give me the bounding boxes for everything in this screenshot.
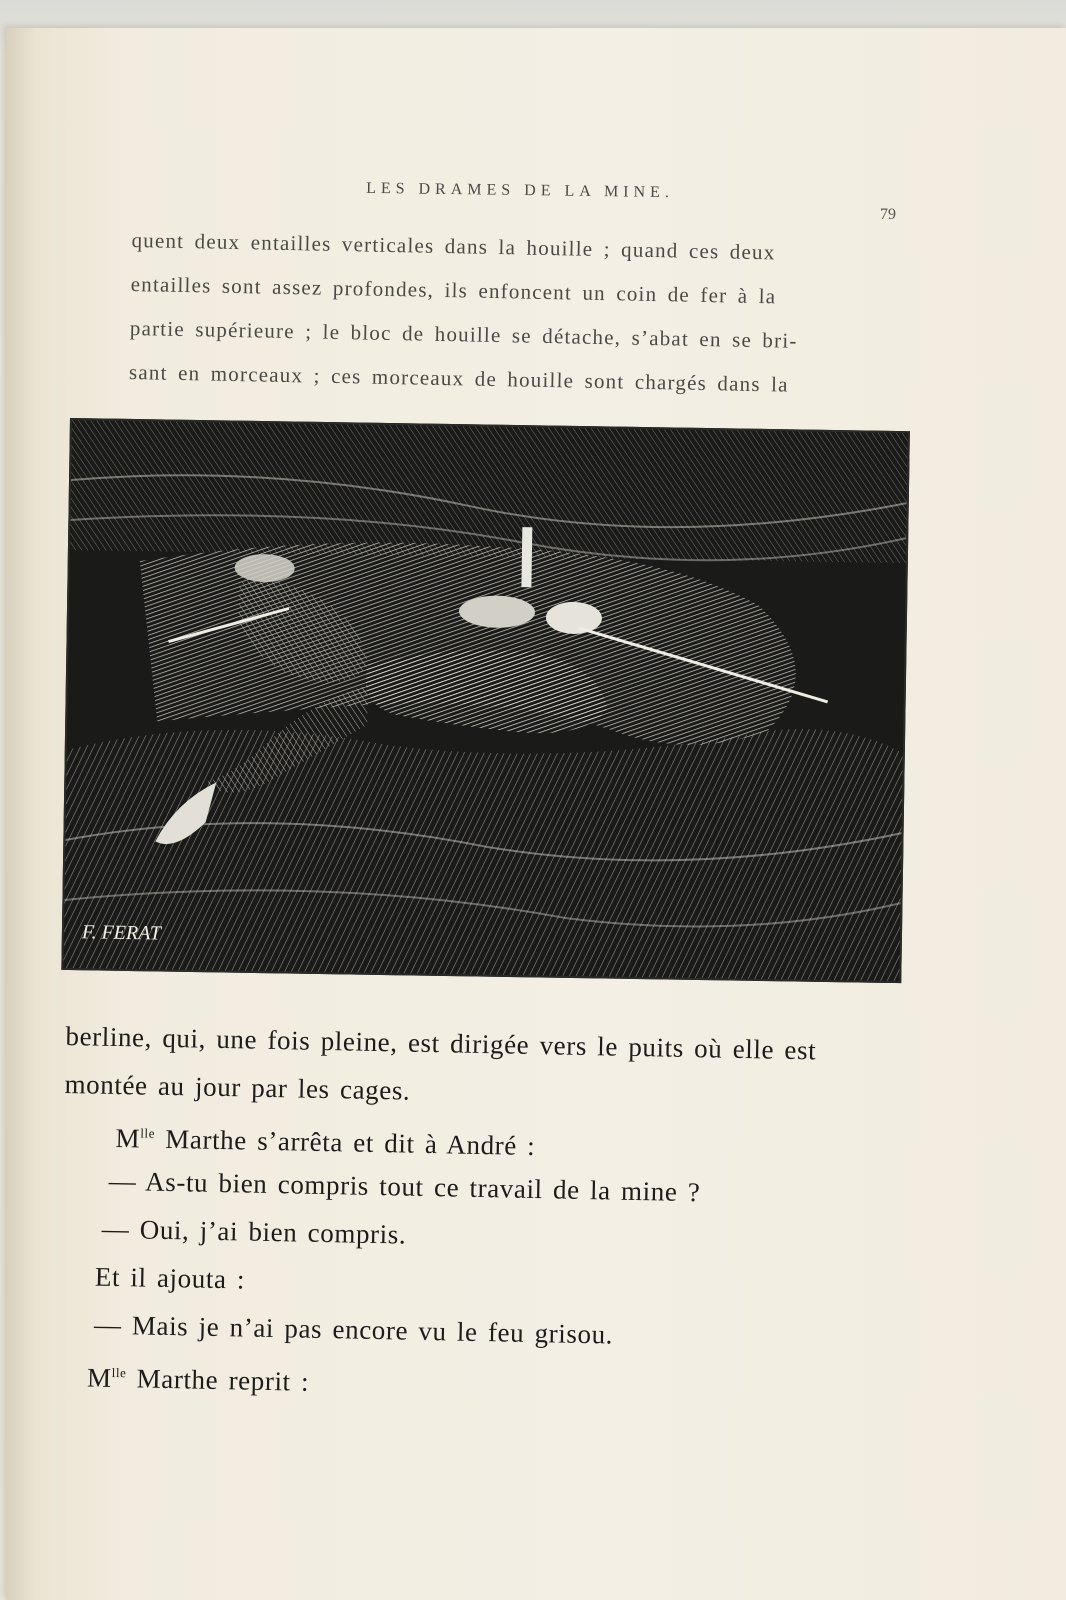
- text-line: berline, qui, une fois pleine, est dirigée vers le puits où elle est: [65, 1020, 817, 1066]
- text-line: partie supérieure ; le bloc de houille se détache, s’abat en se bri-: [129, 315, 798, 353]
- miners-engraving: [63, 420, 908, 981]
- engraver-signature: F. FERAT: [81, 921, 161, 945]
- text-line: — Mais je n’ai pas encore vu le feu grisou.: [93, 1309, 614, 1350]
- abbrev-m: M: [86, 1362, 112, 1393]
- text-line: — Oui, j’ai bien compris.: [101, 1213, 407, 1250]
- engraving-illustration: [61, 418, 910, 983]
- running-head: LES DRAMES DE LA MINE.: [366, 179, 675, 202]
- abbrev-sup: lle: [111, 1364, 127, 1381]
- abbrev-m: M: [115, 1122, 141, 1154]
- text-line: sant en morceaux ; ces morceaux de houille sont chargés dans la: [128, 359, 789, 397]
- text-span: Marthe s’arrêta et dit à André :: [154, 1123, 536, 1162]
- text-line: quent deux entailles verticales dans la houille ; quand ces deux: [131, 227, 776, 265]
- top-paragraph: [129, 218, 902, 409]
- text-span: Marthe reprit :: [126, 1363, 310, 1397]
- abbrev-sup: lle: [140, 1125, 156, 1141]
- bottom-paragraph: [59, 1012, 916, 1412]
- text-line: — As-tu bien compris tout ce travail de la mine ?: [108, 1165, 701, 1208]
- text-line: montée au jour par les cages.: [64, 1068, 411, 1106]
- text-line: Et il ajouta :: [94, 1261, 246, 1295]
- page-number: 79: [880, 206, 896, 223]
- text-line: entailles sont assez profondes, ils enfoncent un coin de fer à la: [130, 271, 777, 309]
